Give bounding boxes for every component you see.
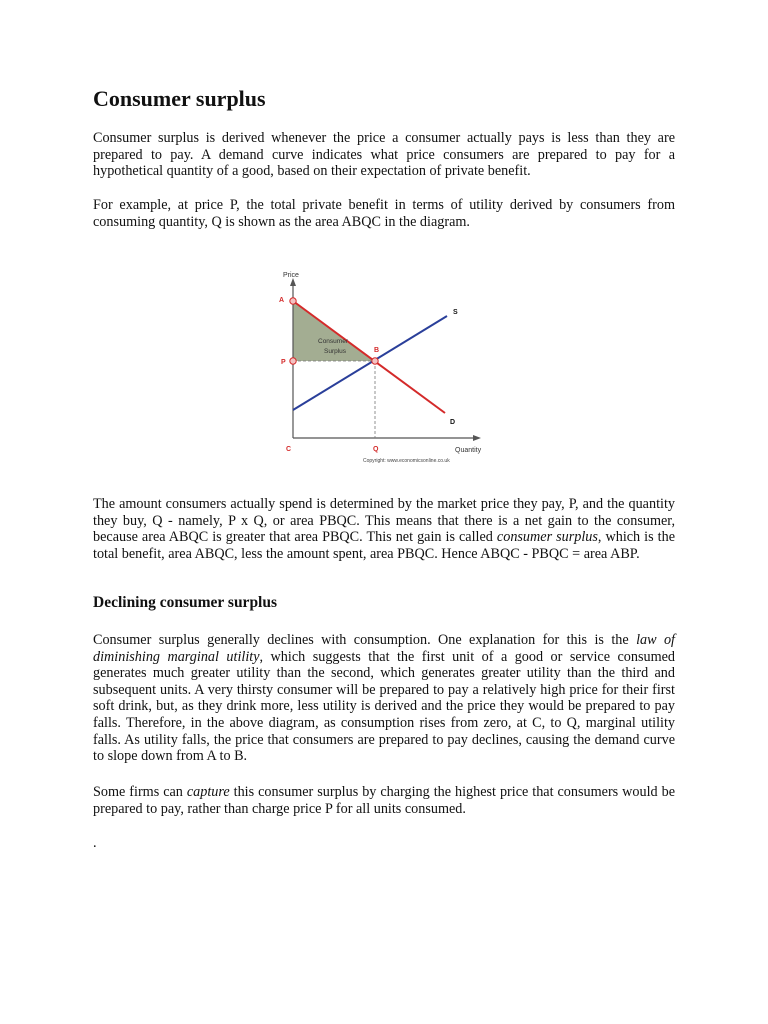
y-axis-label: Price bbox=[283, 272, 299, 279]
paragraph-example: For example, at price P, the total private benefit in terms of utility derived by consumers from consuming quantity, Q is shown as the area ABQC in the diagram. bbox=[93, 197, 675, 230]
paragraph-dot: . bbox=[93, 835, 97, 851]
section-heading: Declining consumer surplus bbox=[93, 594, 278, 611]
text-run: Some firms can bbox=[93, 784, 187, 800]
text-run: this consumer surplus by charging the highest price that consumers would be prepared to pay, rather than charge price P for all units consumed. bbox=[93, 784, 675, 817]
label-b: B bbox=[374, 347, 380, 354]
x-axis-label: Quantity bbox=[455, 447, 482, 454]
point-p-marker bbox=[290, 358, 296, 364]
text-run: The amount consumers actually spend is determined by the market price they pay, P, and the quantity they buy, Q - namely, P x Q, or area PBQC. This means that there is a net gain to the consumer, because area ABQC is greater that area PBQC. This net gain is called bbox=[93, 496, 675, 546]
point-b-marker bbox=[372, 358, 378, 364]
label-p: P bbox=[281, 359, 286, 366]
page-title: Consumer surplus bbox=[93, 86, 266, 111]
y-axis-arrow-icon bbox=[290, 278, 296, 286]
text-run: Consumer surplus generally declines with consumption. One explanation for this is the bbox=[93, 632, 637, 648]
paragraph-capture bbox=[93, 784, 675, 817]
x-axis-arrow-icon bbox=[473, 435, 481, 441]
label-c: C bbox=[286, 446, 292, 453]
label-q: Q bbox=[373, 446, 379, 453]
copyright-text: Copyright: www.economicsonline.co.uk bbox=[363, 458, 450, 464]
paragraph-intro: Consumer surplus is derived whenever the price a consumer actually pays is less than they are prepared to pay. A demand curve indicates what price consumers are prepared to pay for a hypothetical quantity of a good, based on their expectation of private benefit. bbox=[93, 130, 675, 180]
paragraph-declining bbox=[93, 632, 675, 765]
label-d: D bbox=[450, 419, 456, 426]
surplus-label-line1: Consumer bbox=[318, 338, 348, 345]
consumer-surplus-diagram bbox=[270, 264, 490, 470]
text-run: , which suggests that the first unit of a good or service consumed generates much greater utility than the second, which generates greater utility than the third and subsequent units. A very thirsty consumer will be prepared to pay a relatively high price for their first soft drink, but, as they drink more, less utility is derived and the price they would be prepared to pay falls. Therefore, in the above diagram, as consumption rises from zero, at C, to Q, marginal utility falls. As utility falls, the price that consumers are prepared to pay declines, causing the demand curve to slope down from A to B. bbox=[93, 648, 675, 765]
label-s: S bbox=[453, 309, 458, 316]
surplus-label-line2: Surplus bbox=[324, 348, 347, 355]
label-a: A bbox=[279, 297, 285, 304]
text-run: , which is the total benefit, area ABQC, less the amount spent, area PBQC. Hence ABQC - PBQC = area ABP. bbox=[93, 529, 676, 562]
point-a-marker bbox=[290, 298, 296, 304]
paragraph-amount-spent bbox=[93, 496, 675, 562]
italic-term: law of diminishing marginal utility bbox=[93, 632, 675, 665]
italic-term: capture bbox=[186, 784, 230, 800]
italic-term: consumer surplus bbox=[496, 529, 598, 546]
